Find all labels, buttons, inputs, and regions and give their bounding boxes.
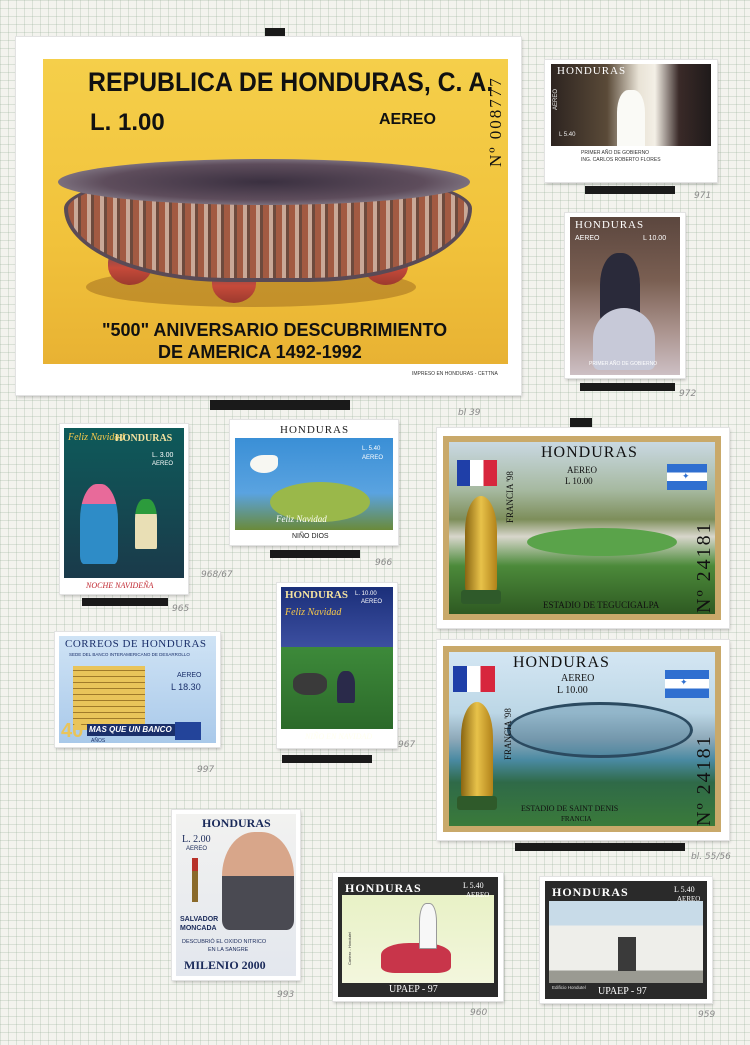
baby-mount-strip: [270, 550, 360, 558]
sheet-value: L. 1.00: [90, 109, 165, 136]
building-value: L 5.40: [674, 885, 695, 894]
moncada-value: L. 2.00: [182, 834, 211, 845]
child-figure: [337, 671, 355, 703]
motorcycle: [381, 943, 451, 973]
couple-mount-strip: [580, 383, 675, 391]
sheet-serial-prefix: Nº: [486, 145, 505, 167]
bank-building: [73, 666, 145, 730]
wc1-flag-honduras: [667, 464, 707, 490]
bank-number: 40: [61, 720, 84, 742]
baby-service: AEREO: [362, 455, 384, 461]
souvenir-sheet-francia98-saint-denis[interactable]: [437, 640, 729, 840]
sheet-service: AEREO: [379, 111, 436, 128]
souvenir-sheet-francia98-tegucigalpa[interactable]: [437, 428, 729, 628]
moto-value: L 5.40: [463, 881, 484, 890]
couple-value: L 10.00: [643, 235, 667, 242]
pencil-note-bl39: bl 39: [458, 408, 481, 418]
moncada-desc-line2: EN LA SANGRE: [208, 947, 249, 953]
pencil-note-967: 967: [398, 740, 416, 750]
wc1-caption: ESTADIO DE TEGUCIGALPA: [543, 600, 660, 610]
stamp-upaep-edificio[interactable]: [540, 877, 712, 1003]
stamp-nino-dios[interactable]: [230, 420, 398, 545]
sheet-title: REPUBLICA DE HONDURAS, C. A.: [88, 67, 494, 97]
donkey-service: AEREO: [361, 599, 383, 605]
wc2-value: L 10.00: [557, 685, 588, 696]
girl-caption: NOCHE NAVIDEÑA: [86, 581, 154, 590]
moto-country: HONDURAS: [345, 881, 422, 895]
moto-caption: UPAEP - 97: [389, 984, 438, 995]
donkey-figure: [293, 673, 327, 695]
girl-value: L. 3.00: [152, 452, 174, 459]
wc2-serial-prefix: Nº: [693, 801, 715, 826]
girl-service: AEREO: [152, 461, 174, 467]
bank-country: CORREOS DE HONDURAS: [65, 638, 207, 650]
building-door: [618, 937, 636, 971]
bank-subtitle: SEDE DEL BANCO INTERAMERICANO DE DESARROLLO: [69, 652, 190, 657]
pope-mount-strip: [585, 186, 675, 194]
wc1-mount-strip-top: [570, 418, 592, 428]
moto-credit: Cartero - Hondutel: [347, 932, 352, 965]
pencil-note-968-67: 968/67: [201, 570, 233, 580]
wc1-flag-france: [457, 460, 497, 486]
moncada-portrait: [222, 832, 294, 930]
baby-script: Feliz Navidad: [276, 514, 327, 524]
pencil-note-993: 993: [277, 990, 295, 1000]
wc2-mount-strip: [515, 843, 685, 851]
sheet-caption-line2: DE AMERICA 1492-1992: [158, 342, 362, 362]
pope-caption-line2: ING. CARLOS ROBERTO FLORES: [581, 157, 661, 163]
girl-figure: [80, 484, 118, 564]
pencil-note-965: 965: [172, 604, 190, 614]
wc2-caption-line2: FRANCIA: [561, 815, 592, 823]
dove: [250, 455, 278, 473]
moncada-service: AEREO: [186, 846, 208, 852]
baby-country: HONDURAS: [280, 424, 350, 436]
building-service: AEREO: [677, 895, 701, 903]
pencil-note-959: 959: [698, 1010, 716, 1020]
sheet-serial-number: [486, 76, 506, 167]
moncada-desc-line1: DESCUBRIÓ EL OXIDO NITRICO: [182, 939, 267, 945]
pencil-note-bl55-56: bl. 55/56: [691, 852, 731, 862]
bank-service: AEREO: [177, 672, 202, 679]
baby-value: L. 5.40: [362, 446, 381, 452]
stamp-upaep-cartero[interactable]: [333, 873, 503, 1001]
bank-years: AÑOS: [91, 738, 106, 744]
bank-value: L 18.30: [171, 682, 201, 692]
stamp-banco-interamericano[interactable]: [55, 632, 220, 747]
moto-service: AEREO: [466, 891, 490, 899]
pope-figure: [617, 90, 645, 146]
couple-service: AEREO: [575, 235, 600, 242]
pencil-note-997: 997: [197, 765, 215, 775]
wc2-caption-line1: ESTADIO DE SAINT DENIS: [521, 804, 619, 813]
pope-country: HONDURAS: [557, 65, 627, 77]
mail-carrier-figure: [419, 903, 437, 949]
pencil-note-966: 966: [375, 558, 393, 568]
wc2-serial-value: 24181: [693, 734, 715, 795]
girl-script: Feliz Navidad: [68, 432, 125, 443]
wc2-flag-france: [453, 666, 495, 692]
donkey-country: HONDURAS: [285, 589, 348, 601]
souvenir-sheet-500-aniversario[interactable]: [16, 37, 521, 395]
wc1-serial-prefix: Nº: [693, 588, 715, 613]
wc2-serial: [693, 734, 716, 826]
moncada-name-line2: MONCADA: [180, 925, 217, 932]
wc2-world-cup-trophy: [461, 702, 493, 802]
donkey-script: Feliz Navidad: [285, 607, 342, 618]
girl-mount-strip: [82, 598, 168, 606]
wc1-pitch: [527, 528, 677, 556]
wc1-country: HONDURAS: [541, 444, 638, 461]
wc1-serial-value: 24181: [693, 521, 715, 582]
sheet-mount-strip-bottom: [210, 400, 350, 410]
building-credit: Edificio Hondutel: [552, 985, 586, 990]
pencil-note-960: 960: [470, 1008, 488, 1018]
bank-slogan: MAS QUE UN BANCO: [89, 725, 172, 734]
stamp-noche-navidena[interactable]: [60, 424, 188, 594]
sheet-caption-line1: "500" ANIVERSARIO DESCUBRIMIENTO: [102, 320, 448, 340]
couple-caption: PRIMER AÑO DE GOBIERNO: [589, 361, 658, 367]
stamp-nino-en-navidad[interactable]: [277, 583, 397, 748]
stamp-salvador-moncada[interactable]: [172, 810, 300, 980]
wc2-event: FRANCIA '98: [503, 708, 513, 760]
moncada-country: HONDURAS: [202, 816, 271, 830]
stamp-pope-visit[interactable]: [545, 60, 717, 182]
pencil-note-971: 971: [694, 191, 712, 201]
bowl-rim: [58, 159, 470, 205]
moncada-milenio: MILENIO 2000: [184, 958, 266, 972]
wc2-flag-honduras: [665, 670, 709, 698]
pencil-note-972: 972: [679, 389, 697, 399]
wc1-event: FRANCIA '98: [505, 471, 515, 523]
donkey-caption: NIÑO EN NAVIDAD: [305, 732, 373, 741]
wc1-world-cup-trophy: [465, 496, 497, 596]
wc1-value: L 10.00: [565, 476, 593, 486]
donkey-value: L. 10.00: [355, 591, 377, 597]
baby-caption: NIÑO DIOS: [292, 533, 329, 540]
sheet-serial-value: 008777: [486, 76, 505, 140]
moncada-dagger: [192, 858, 198, 902]
couple-country: HONDURAS: [575, 219, 645, 231]
stamp-presidential-couple[interactable]: [565, 213, 685, 378]
wc1-serial: [693, 521, 716, 613]
pope-value: L 5.40: [559, 132, 576, 138]
wc2-country: HONDURAS: [513, 654, 610, 671]
bank-logo: [175, 722, 201, 740]
sheet-imprint: IMPRESO EN HONDURAS - CETTNA: [412, 371, 498, 377]
wc2-stadium-roof: [507, 702, 693, 758]
pope-caption-line1: PRIMER AÑO DE GOBIERNO: [581, 150, 650, 156]
building-caption: UPAEP - 97: [598, 986, 647, 997]
building-country: HONDURAS: [552, 885, 629, 899]
wc1-service: AEREO: [567, 465, 597, 475]
moncada-name-line1: SALVADOR: [180, 916, 219, 923]
pope-service: AEREO: [553, 88, 559, 110]
wc2-service: AEREO: [561, 673, 595, 684]
girl-ice-cream: [135, 499, 157, 549]
girl-country: HONDURAS: [115, 433, 173, 444]
donkey-mount-strip: [282, 755, 372, 763]
